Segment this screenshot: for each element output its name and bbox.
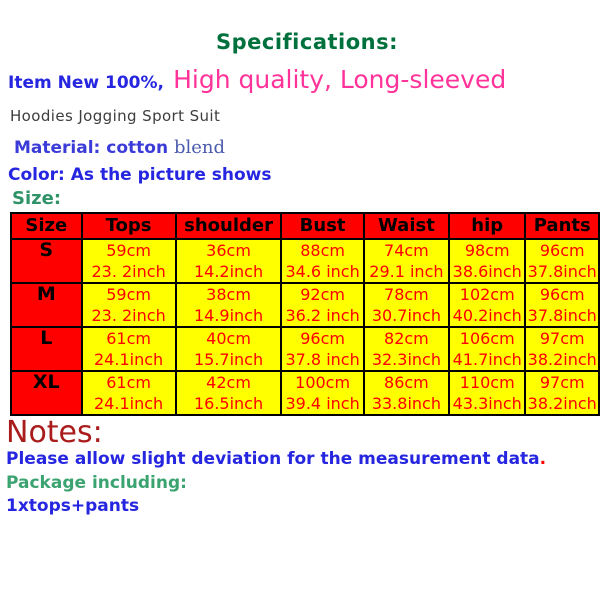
measurement-cell xyxy=(449,283,525,327)
measurement-inch: 30.7inch xyxy=(371,306,441,325)
measurement-inch: 37.8inch xyxy=(527,262,597,281)
size-row-l xyxy=(11,327,599,371)
package-contents: 1xtops+pants xyxy=(6,496,140,517)
measurement-inch: 33.8inch xyxy=(371,394,441,413)
measurement-cell xyxy=(364,283,449,327)
measurement-inch: 23. 2inch xyxy=(91,306,166,325)
column-header-pants: Pants xyxy=(525,213,599,239)
measurement-cell xyxy=(364,327,449,371)
measurement-inch: 14.9inch xyxy=(193,306,264,325)
measurement-inch: 38.2inch xyxy=(527,394,597,413)
measurement-cm: 97cm xyxy=(539,373,585,392)
notes-heading: Notes: xyxy=(6,415,103,450)
quality-tagline-text: High quality, Long-sleeved xyxy=(173,65,507,94)
measurement-inch: 34.6 inch xyxy=(285,262,360,281)
column-header-size: Size xyxy=(11,213,82,239)
measurement-inch: 40.2inch xyxy=(452,306,522,325)
size-row-xl xyxy=(11,371,599,415)
measurement-cm: 59cm xyxy=(106,241,151,260)
size-row-m xyxy=(11,283,599,327)
size-label-cell: XL xyxy=(11,371,82,415)
measurement-cell xyxy=(176,283,282,327)
measurement-cm: 59cm xyxy=(106,285,151,304)
measurement-cm: 38cm xyxy=(206,285,251,304)
measurement-cell xyxy=(525,327,599,371)
measurement-cm: 40cm xyxy=(206,329,251,348)
column-header-tops: Tops xyxy=(82,213,176,239)
tagline-line xyxy=(0,65,614,94)
column-header-shoulder: shoulder xyxy=(176,213,282,239)
measurement-inch: 38.2inch xyxy=(527,350,597,369)
column-header-waist: Waist xyxy=(364,213,449,239)
measurement-cm: 98cm xyxy=(464,241,510,260)
measurement-cell xyxy=(449,371,525,415)
measurement-inch: 15.7inch xyxy=(193,350,264,369)
measurement-inch: 32.3inch xyxy=(371,350,441,369)
deviation-note-period: . xyxy=(539,448,547,469)
measurement-cell xyxy=(449,239,525,283)
measurement-cell xyxy=(364,239,449,283)
measurement-inch: 24.1inch xyxy=(94,394,164,413)
measurement-cm: 88cm xyxy=(300,241,345,260)
measurement-cell xyxy=(525,283,599,327)
measurement-cm: 36cm xyxy=(206,241,251,260)
measurement-inch: 41.7inch xyxy=(452,350,522,369)
material-value: blend xyxy=(173,137,226,158)
measurement-cm: 82cm xyxy=(384,329,429,348)
measurement-cm: 92cm xyxy=(300,285,345,304)
measurement-inch: 36.2 inch xyxy=(285,306,360,325)
measurement-cm: 96cm xyxy=(539,285,585,304)
measurement-cell xyxy=(82,239,176,283)
measurement-inch: 23. 2inch xyxy=(91,262,166,281)
measurement-cm: 78cm xyxy=(384,285,429,304)
measurement-cm: 42cm xyxy=(206,373,251,392)
measurement-cm: 97cm xyxy=(539,329,585,348)
measurement-cm: 74cm xyxy=(384,241,429,260)
measurement-cell xyxy=(176,327,282,371)
size-section-label: Size: xyxy=(12,188,62,209)
measurement-cm: 96cm xyxy=(539,241,585,260)
measurement-cell xyxy=(176,239,282,283)
measurement-cm: 61cm xyxy=(106,329,151,348)
measurement-inch: 14.2inch xyxy=(193,262,264,281)
measurement-cm: 110cm xyxy=(459,373,515,392)
page-title: Specifications: xyxy=(215,30,398,54)
measurement-cm: 100cm xyxy=(295,373,351,392)
measurement-cell xyxy=(82,371,176,415)
measurement-cell xyxy=(82,327,176,371)
measurement-inch: 43.3inch xyxy=(452,394,522,413)
color-line: Color: As the picture shows xyxy=(8,165,272,185)
measurement-inch: 38.6inch xyxy=(452,262,522,281)
measurement-cell xyxy=(525,239,599,283)
size-label-cell: L xyxy=(11,327,82,371)
measurement-cell xyxy=(281,239,363,283)
measurement-cell xyxy=(525,371,599,415)
measurement-inch: 24.1inch xyxy=(94,350,164,369)
measurement-cell xyxy=(281,327,363,371)
size-table-header-row xyxy=(11,213,599,239)
material-line xyxy=(0,137,614,158)
size-row-s xyxy=(11,239,599,283)
measurement-cell xyxy=(281,371,363,415)
measurement-cell xyxy=(82,283,176,327)
package-label: Package including: xyxy=(6,473,187,494)
measurement-inch: 16.5inch xyxy=(193,394,264,413)
size-label-cell: S xyxy=(11,239,82,283)
measurement-inch: 37.8inch xyxy=(527,306,597,325)
material-label: Material: cotton xyxy=(14,138,169,158)
measurement-cell xyxy=(176,371,282,415)
measurement-cell xyxy=(364,371,449,415)
measurement-inch: 29.1 inch xyxy=(369,262,444,281)
measurement-inch: 39.4 inch xyxy=(285,394,360,413)
measurement-cm: 102cm xyxy=(459,285,515,304)
measurement-cm: 96cm xyxy=(300,329,345,348)
column-header-bust: Bust xyxy=(281,213,363,239)
measurement-inch: 37.8 inch xyxy=(285,350,360,369)
product-name: Hoodies Jogging Sport Suit xyxy=(10,107,221,125)
size-table-body xyxy=(11,239,599,415)
deviation-note-text: Please allow slight deviation for the measurement data xyxy=(6,448,540,469)
size-chart-table xyxy=(10,212,600,416)
column-header-hip: hip xyxy=(449,213,525,239)
item-condition-text: Item New 100%, xyxy=(8,73,164,93)
deviation-note xyxy=(0,450,614,470)
measurement-cm: 86cm xyxy=(384,373,429,392)
measurement-cm: 61cm xyxy=(106,373,151,392)
measurement-cm: 106cm xyxy=(459,329,515,348)
measurement-cell xyxy=(449,327,525,371)
size-label-cell: M xyxy=(11,283,82,327)
measurement-cell xyxy=(281,283,363,327)
